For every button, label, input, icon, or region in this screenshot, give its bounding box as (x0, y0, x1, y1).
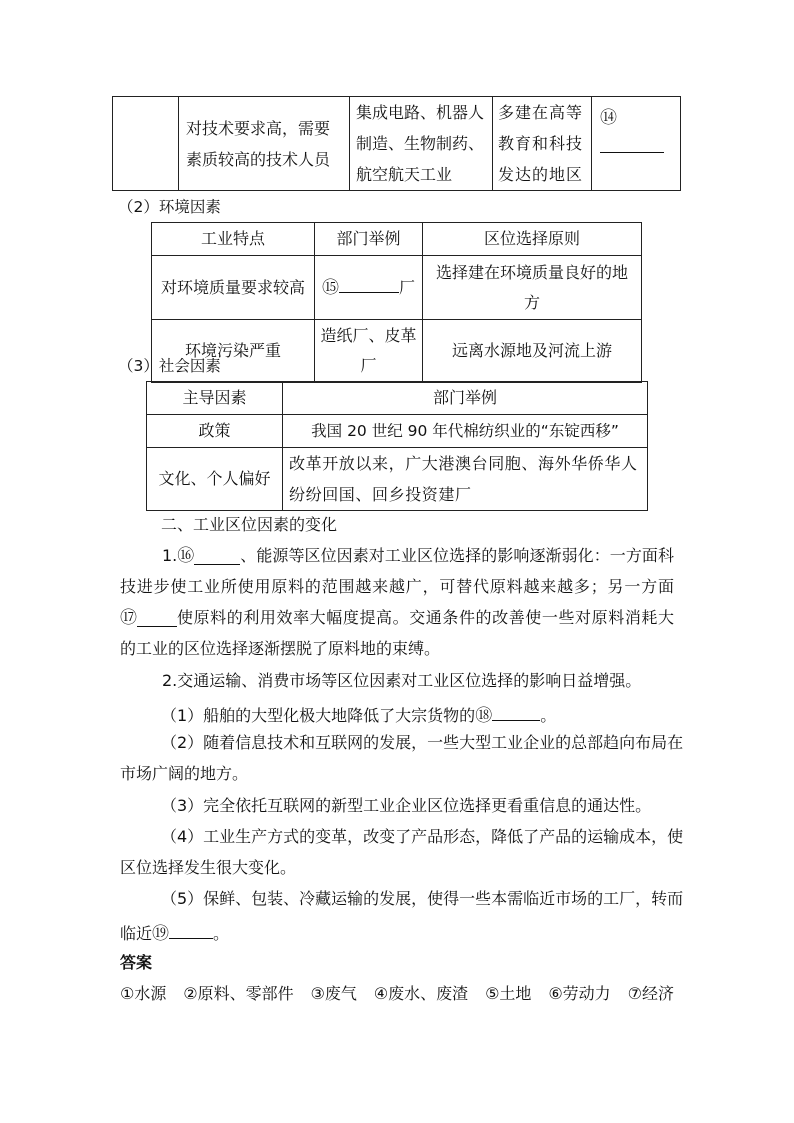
circled-number-18: ⑱ (475, 706, 493, 726)
circled-number-17: ⑰ (120, 608, 137, 628)
item-5-line-2 (120, 920, 229, 944)
circled-number-15: ⑮ (321, 277, 339, 298)
factory-suffix: 厂 (398, 277, 415, 297)
table-cell (315, 256, 423, 320)
table-header: 部门举例 (315, 223, 423, 256)
table-cell: 远离水源地及河流上游 (423, 320, 642, 383)
answer-item: ③废气 (310, 984, 357, 1003)
table-cell: 选择建在环境质量良好的地方 (423, 256, 642, 320)
circled-number-19: ⑲ (152, 924, 170, 944)
answer-item: ⑥劳动力 (548, 984, 611, 1003)
period: 。 (540, 706, 557, 725)
table-cell: 造纸厂、皮革厂 (315, 320, 423, 383)
social-heading: （3）社会因素 (118, 357, 221, 375)
principle-cell: 多建在高等教育和科技发达的地区 (493, 97, 592, 191)
period: 。 (213, 924, 230, 943)
table-cell: 我国 20 世纪 90 年代棉纺织业的“东锭西移” (283, 415, 648, 448)
env-heading: （2）环境因素 (118, 198, 221, 216)
table-cell: 对环境质量要求较高 (152, 256, 315, 320)
answers-line (120, 984, 674, 1004)
circled-number-16: ⑯ (177, 546, 195, 566)
fill-blank (339, 274, 399, 293)
social-table (146, 381, 648, 511)
empty-cell (113, 97, 179, 191)
table-cell: 环境污染严重 (152, 320, 315, 383)
answers-title: 答案 (120, 953, 153, 972)
paragraph-2: 2.交通运输、消费市场等区位因素对工业区位选择的影响日益增强。 (162, 671, 642, 690)
environment-table (151, 222, 642, 383)
section-title: 二、工业区位因素的变化 (161, 515, 338, 534)
fill-blank (600, 134, 664, 153)
answer-item: ①水源 (120, 984, 167, 1003)
item-2-line-1: （2）随着信息技术和互联网的发展，一些大型工业企业的总部趋向布局在 (161, 733, 684, 752)
paragraph-text: 、能源等区位因素对工业区位选择的影响逐渐弱化：一方面科 (240, 546, 674, 565)
item-text: （1）船舶的大型化极大地降低了大宗货物的 (161, 706, 476, 725)
table-header: 工业特点 (152, 223, 315, 256)
table-header: 部门举例 (283, 382, 648, 415)
item-text: 临近 (120, 924, 153, 943)
table-cell: 文化、个人偏好 (147, 448, 283, 511)
paragraph-1-line-3 (120, 608, 674, 628)
technology-table (112, 96, 681, 191)
item-3: （3）完全依托互联网的新型工业企业区位选择更看重信息的通达性。 (161, 796, 652, 815)
answer-blank-cell (592, 97, 681, 191)
answer-item: ⑤土地 (485, 984, 532, 1003)
paragraph-1-line-4: 的工业的区位选择逐渐摆脱了原料地的束缚。 (120, 639, 441, 658)
circled-number-14: ⑭ (600, 108, 617, 128)
item-4-line-1: （4）工业生产方式的变革，改变了产品形态，降低了产品的运输成本，使 (161, 827, 684, 846)
answer-item: ②原料、零部件 (183, 984, 294, 1003)
answer-item: ⑦经济 (627, 984, 674, 1003)
table-header: 区位选择原则 (423, 223, 642, 256)
examples-cell: 集成电路、机器人制造、生物制药、航空航天工业 (350, 97, 493, 191)
paragraph-text: 使原料的利用效率大幅度提高。交通条件的改善使一些对原料消耗大 (177, 608, 674, 627)
paragraph-1-line-2: 技进步使工业所使用原料的范围越来越广，可替代原料越来越多；另一方面 (120, 577, 674, 596)
fill-blank (137, 608, 177, 627)
table-cell: 政策 (147, 415, 283, 448)
fill-blank (492, 702, 540, 721)
item-1 (161, 702, 556, 726)
table-cell: 改革开放以来，广大港澳台同胞、海外华侨华人纷纷回国、回乡投资建厂 (283, 448, 648, 511)
answer-item: ④废水、废渣 (373, 984, 469, 1003)
item-4-line-2: 区位选择发生很大变化。 (120, 858, 297, 877)
table-header: 主导因素 (147, 382, 283, 415)
item-5-line-1: （5）保鲜、包装、冷藏运输的发展，使得一些本需临近市场的工厂，转而 (161, 889, 684, 908)
item-2-line-2: 市场广阔的地方。 (120, 764, 249, 783)
item-number: 1. (162, 546, 178, 565)
feature-cell: 对技术要求高，需要素质较高的技术人员 (179, 97, 350, 191)
fill-blank (194, 546, 240, 565)
fill-blank (169, 920, 213, 939)
paragraph-1-line-1 (162, 546, 674, 566)
